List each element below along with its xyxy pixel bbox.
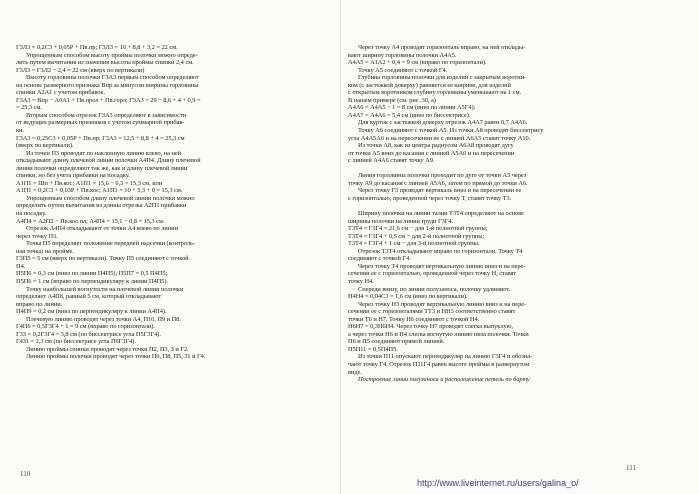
text-line: ки. [16, 127, 24, 135]
text-line: Глубина горловины полочки для изделий с закрытым воротни- [358, 74, 527, 82]
text-line: Г3Л3 = 0,2С3 + 0,05Р + Пв.пр; Г3Л3 = 10 + 8,8 + 3,2 = 22 см. [16, 44, 178, 51]
text-line: с открытым воротником глубину горловины уменьшают на 1 см. [348, 89, 522, 97]
text-line [348, 202, 670, 210]
text-line: Точка П5 определяет положение передней надсечки (контроль- [26, 240, 195, 248]
text-line: ширины полочки на линии груди Г3Г4. [348, 217, 454, 225]
text-line: Спереди внизу, по линии полузаноса, полочку удлиняют. [358, 285, 511, 293]
page-gutter [340, 0, 341, 494]
text-line: П4. [16, 262, 26, 270]
text-line: Для курток с застежкой доверху отрезок А4А7 равен 0,7 А4А6. [358, 119, 528, 127]
text-line: Из точки П3 проводят по наклонную линию влево, на ней [26, 149, 181, 157]
text-line: А4А5 = А1А2 + 0,4 = 9 см (вправо по горизонтали). [348, 59, 487, 67]
text-line: от ведущих размерных признаков с учетом суммарной прибав- [16, 119, 185, 127]
text-line: Линия горловины полочки проходит по дуге от точки А5 через [358, 172, 527, 180]
text-line: Г3А3 = Впр − А0А1 + Пв.прол + Пв.горл; Г3А3 = 29 − 8,6 + 4 + 0,9 = [16, 96, 201, 104]
right-page-number: 111 [626, 464, 636, 472]
text-line: Упрощенным способом длину плечевой линии полочки можно [26, 194, 195, 202]
right-page-text [348, 44, 670, 482]
text-line: ная точка) на пройме. [16, 247, 74, 255]
text-line: А4П4 = А2П2 − Пв.кос.пл; А4П4 = 15,1 − 0,8 = 15,3 см. [16, 217, 165, 225]
text-line: А1П1 = Шп + Пв.кос; А1П1 = 15,6 − 0,3 = 15,3 см, или [16, 179, 163, 187]
text-line: с линией А4А6 ставят точку А9. [348, 157, 435, 165]
text-line: Упрощенным способом высоту проймы полочки можно опреде- [26, 51, 198, 59]
text-line: спинки А2А1 с учетом прибавок. [16, 89, 106, 97]
text-line: Из точки А8, как из центра радиусом А6А8 проводят дугу [358, 142, 514, 150]
text-line: угла А4А5А6 и на пересечении ее с линией А6А5 ставят точку А10. [348, 134, 531, 142]
text-line: Г3Л3 = Г3Л2 − 2,4 = 22 см (вверх по вертикали) [16, 66, 145, 74]
text-line: Отрезок Т3Т4 откладывают вправо по горизонтали. Точку Т4 [358, 247, 523, 255]
text-line: Г4З1 = 2,3 см (по биссектрисе угла П6Г3Г4). [16, 338, 136, 346]
text-line: Т3Т4 = Г3Г4 + 0,5 см − для 2-й полнотной группы; [348, 232, 485, 240]
text-line: Г3А3 = 0,25С3 + 0,05Р + Пв.пр; Г3А3 = 12,5 + 8,8 + 4 = 25,3 см [16, 134, 185, 142]
text-line: П6 и П5 соединяют прямой линией. [348, 338, 445, 346]
text-line: вают ширину горловины полочки А4А5. [348, 51, 457, 59]
text-line: на посадку. [16, 210, 47, 218]
watermark-url: http://www.liveinternet.ru/users/galina_o/ [417, 478, 579, 488]
text-line: ком (с застежкой доверху) равняется ее ширине, для изделий [348, 81, 511, 89]
text-line: сечении ее с горизонталями ТТ3 и НН3 соответственно ставят [348, 308, 516, 316]
text-line: точку Н4. [348, 277, 374, 285]
text-line: с горизонталью, проведенной через точку Т, ставят точку Т3. [348, 194, 512, 202]
text-line: точку А9 до касания с линией А5А6, затем по прямой до точки А6. [348, 179, 528, 187]
text-line: Н4Н4 = 0,04С3 = 1,6 см (вниз по вертикали). [348, 293, 468, 301]
text-line: П4П9 = 0,2 см (вниз по перпендикуляру к линии А4П4). [16, 308, 167, 316]
text-line: Т3Т4 = Г3Г4 + 1 см − для 3-й полнотной группы. [348, 240, 480, 248]
text-line: Точку наибольшей вогнутости на плечевой линии полочки [26, 285, 184, 293]
text-line: соединяют с точкой Г4. [348, 255, 411, 263]
text-line: Г4П6 = 0,5Г3Г4 + 1 = 9 см (вправо по горизонтали). [16, 323, 155, 331]
text-line: Н6Н7 = 0,3Н6Н4. Через точку Н7 проводят слегка выпуклую, [348, 323, 513, 331]
text-line: П5П6 = 1 см (вправо по перпендикуляру к линии П4П5). [16, 277, 168, 285]
text-line: откладывают длину плечевой линии полочки А4П4. Длину плечевой [16, 157, 201, 165]
text-line: Отрезок А4П4 откладывают от точки А4 влево по линии [26, 225, 178, 233]
text-line: от точки А5 вниз до касания с линией А5А6 и на пересечении [348, 149, 515, 157]
text-line: Из точки П11 опускают перпендикуляр на линию Г3Г4 и обозна- [358, 353, 533, 361]
text-line: Построение линии полузаноса и расположение петель по борту [358, 376, 530, 384]
text-line: Через точку Г3 проводят вертикаль вниз и на пересечении ее [358, 187, 522, 195]
text-line: Ширину полочки на линии талии Т3Т4 определяют на основе [358, 210, 524, 218]
text-line: А4А7 = А4А6 = 5,4 см (вниз по биссектрисе). [348, 111, 471, 119]
text-line: лить путем вычитания из значения высоты проймы спинки 2,4 см. [16, 59, 194, 67]
text-line: Г3З = 0,2Г3Г4 = 3,8 см (по биссектрисе угла П5Г3Г4). [16, 330, 161, 338]
text-line: через точку П3. [16, 232, 58, 240]
text-line: а через точки Н6 и Н4 слегка вогнутую линию низа полочки. Точки [348, 330, 529, 338]
text-line: (вверх по вертикали). [16, 142, 74, 150]
text-line: определить путем вычитания из длины отрезка А2П1 прибавки [16, 202, 187, 210]
text-line: П5П6 = 0,3 см (вниз по линии П4П5); П5П7 = 0,5 П4П5; [16, 270, 168, 278]
text-line: Линию проймы спинки проводят через точки П2, П3, З и Г2. [26, 345, 189, 353]
text-line: Плечевую линию проводят через точки А4, П10, П9 и П8. [26, 315, 181, 323]
text-line: Через точку Н3 проводят вертикальную линию вниз и на пере- [358, 300, 527, 308]
text-line: = 25,3 см. [16, 104, 42, 112]
text-line: вправо по линии. [16, 300, 63, 308]
text-line: точки Т6 и Н7. Точку Н6 соединяют с точкой Н4. [348, 315, 480, 323]
text-line: Т3Т4 = Г3Г4 = 21,6 см − для 1-й полнотной группы; [348, 225, 488, 233]
text-line: сечении ее с горизонталью, проведенной через точку Н, ставят [348, 270, 517, 278]
left-page-number: 110 [20, 470, 31, 478]
text-line: Точку А6 соединяют с точкой А5. Из точки А8 проводят биссектрису [358, 127, 544, 135]
text-line: Вторым способом отрезок Г3А3 определяют в зависимости [26, 111, 187, 119]
text-line: Линию проймы полочки проводят через точки П6, П8, П5, З1 и Г4. [26, 353, 206, 361]
text-line: Г3П5 = 5 см (вверх по вертикали). Точку П5 соединяют с точкой [16, 255, 189, 263]
text-line: Через точку Т4 проводят вертикальную линию вниз и на пере- [358, 262, 526, 270]
text-line: чают точку Г4. Отрезок П11Г4 равен высоте проймы в развернутом [348, 360, 530, 368]
text-line: Высоту горловины полочки Г3А3 первым способом определяют [26, 74, 199, 82]
text-line: определяет А4П8, равный 5 см, который откладывают [16, 293, 162, 301]
text-line: А4А6 = А4А5 − 1 = 8 см (вниз по линии А5Г4); [348, 104, 476, 112]
text-line: на основе размерного признака Впр за минусом ширины горловины [16, 81, 199, 89]
text-line [348, 165, 670, 173]
text-line: А1П1 = 0,2С3 + 0,03Р + Пв.кос; А1П1 = 10 + 5,3 + 0 = 15,3 см. [16, 187, 183, 195]
text-line: П5П11 = 0,5П4П5. [348, 345, 398, 353]
text-line: Через точку А4 проводят горизонталь вправо, на ней отклады- [358, 44, 526, 51]
text-line: спинки, но без учета прибавки на посадку. [16, 172, 130, 180]
text-line: В нашем примере (см. рис. 30, а) [348, 96, 436, 104]
text-line: виде. [348, 368, 362, 376]
text-line: линии полочки определяют так же, как и длину плечевой линии [16, 164, 188, 172]
text-line: Точку А5 соединяют с точкой Г4. [358, 66, 448, 74]
left-page-text [16, 44, 338, 482]
